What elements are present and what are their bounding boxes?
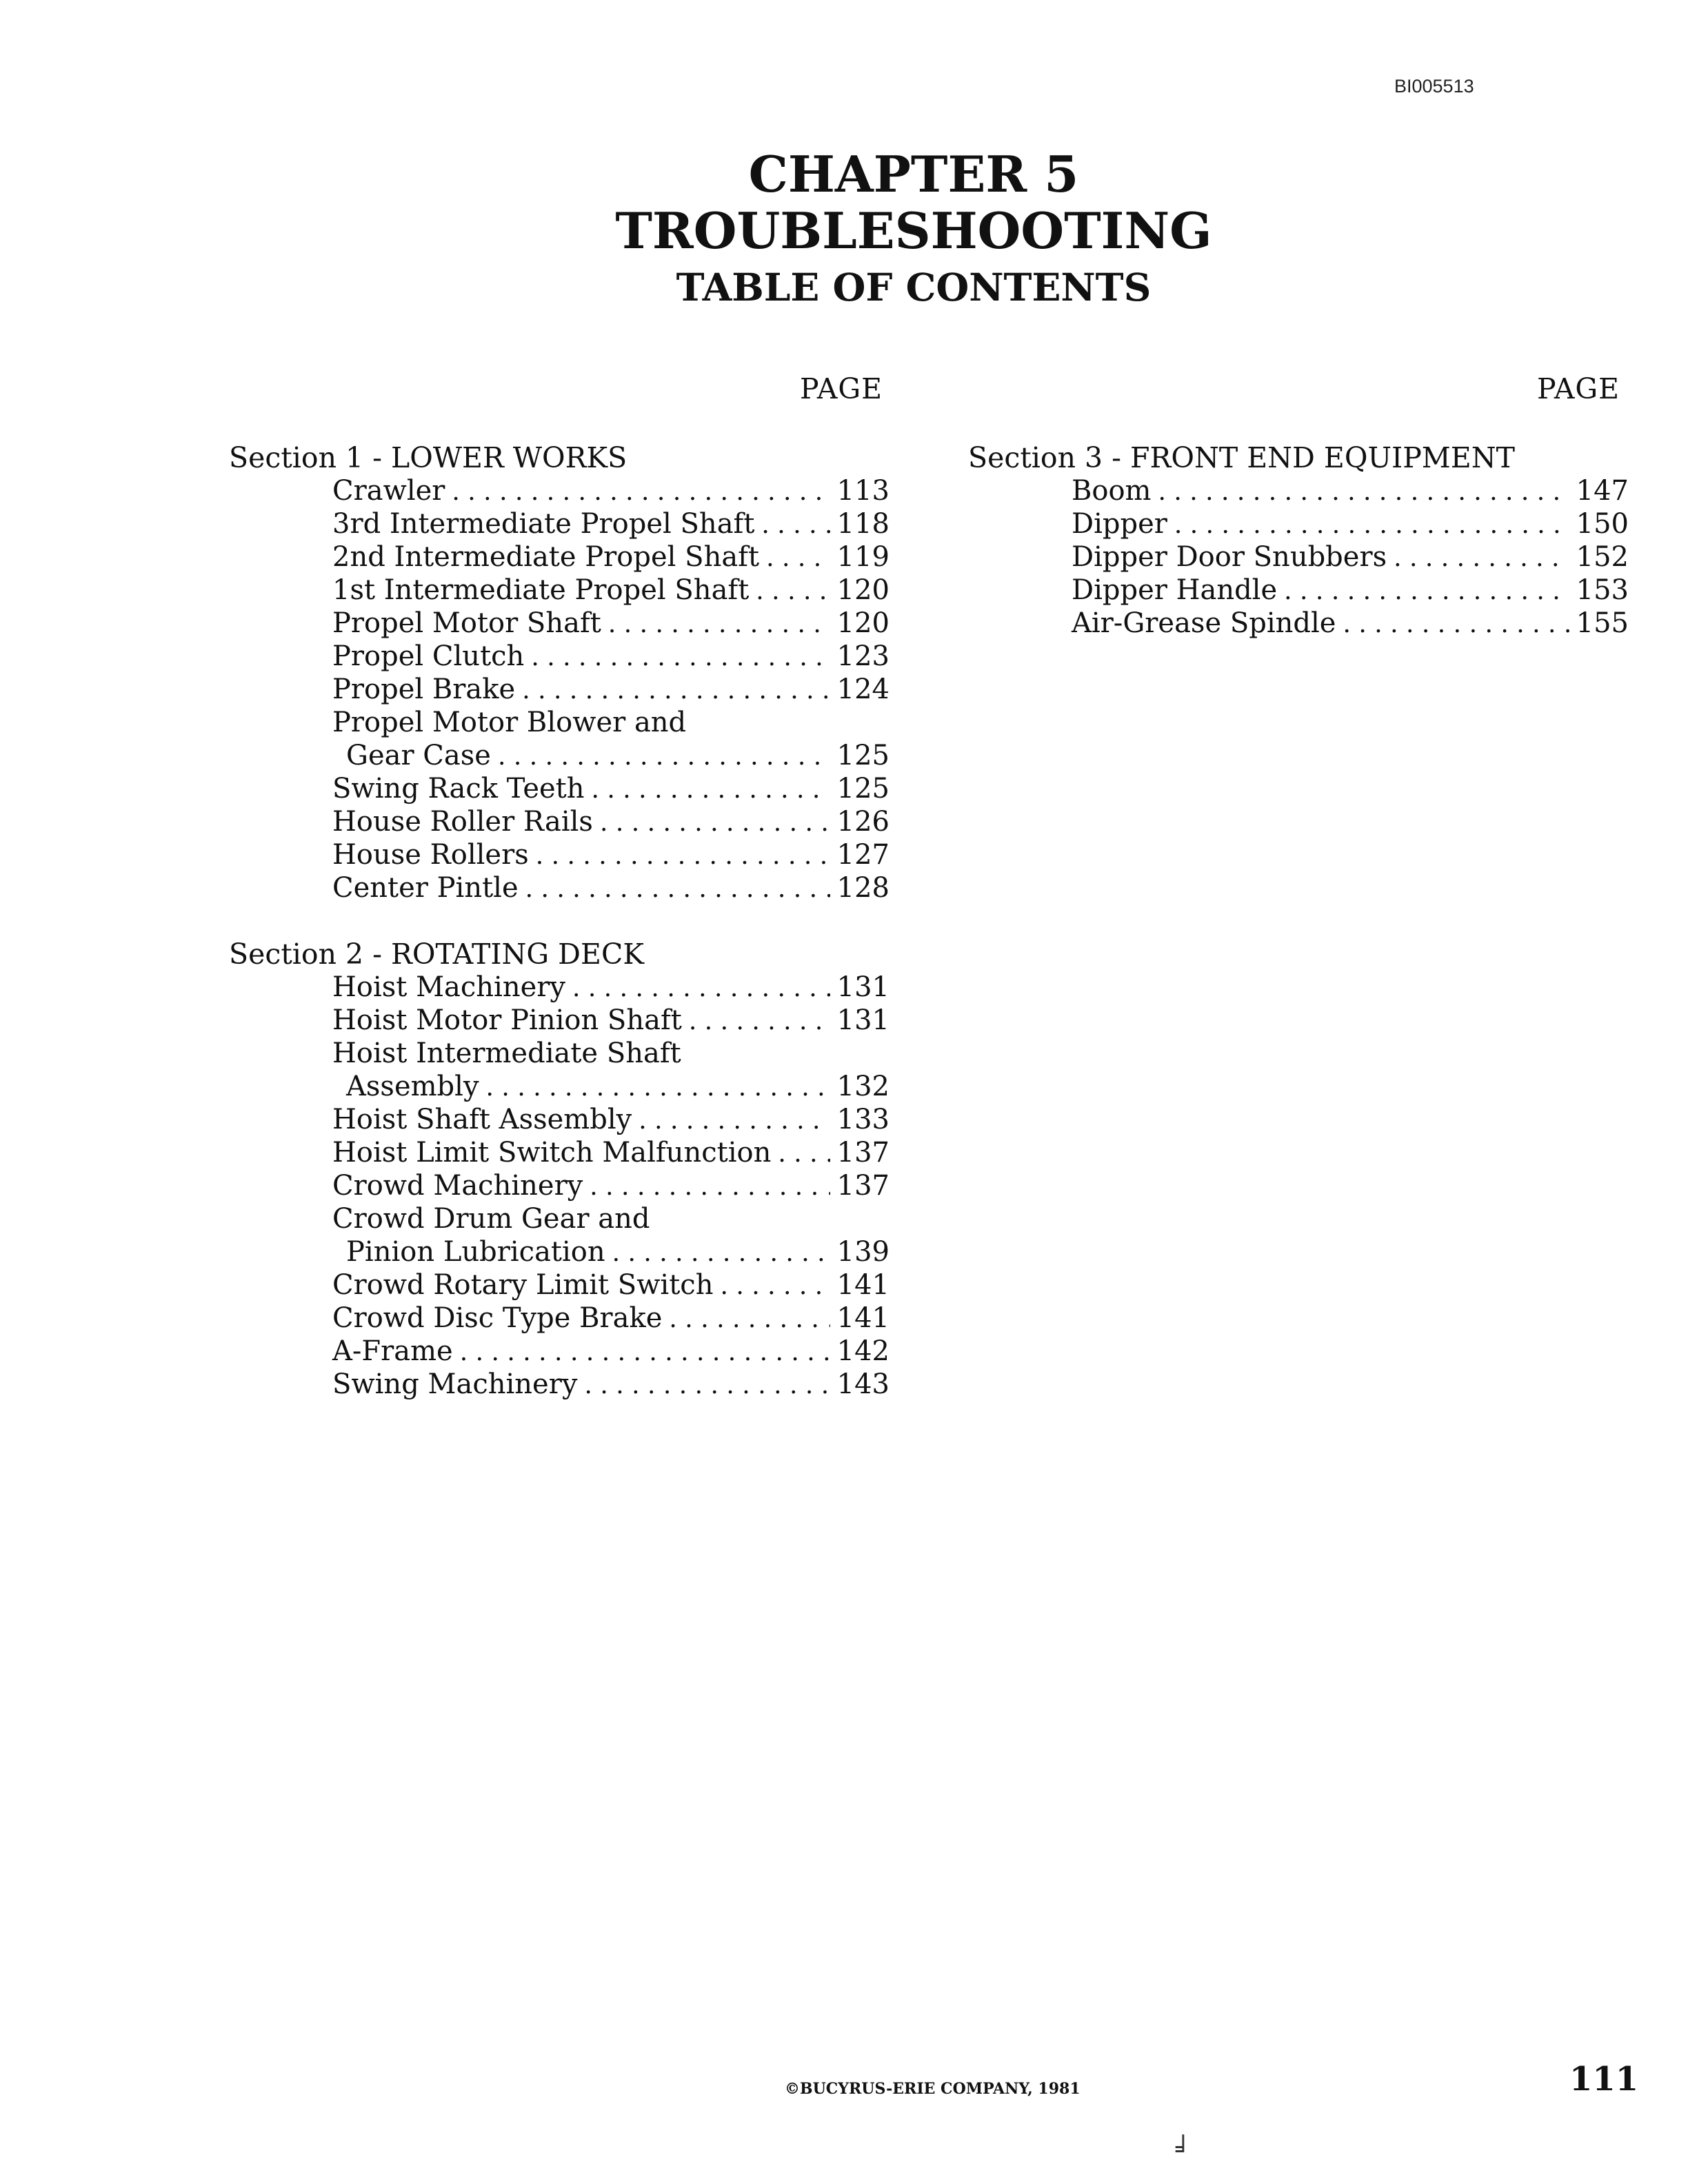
entry-label: Hoist Intermediate Shaft bbox=[332, 1038, 681, 1069]
entry-label: Propel Clutch bbox=[332, 640, 525, 672]
leader-dots bbox=[525, 873, 830, 906]
section-title: Section 3 - FRONT END EQUIPMENT bbox=[968, 441, 1515, 474]
entry-page: 152 bbox=[1576, 541, 1629, 573]
toc-entry[interactable] bbox=[1072, 607, 1629, 640]
entry-page: 155 bbox=[1576, 607, 1629, 639]
leader-dots bbox=[766, 542, 830, 575]
toc-entry[interactable] bbox=[332, 971, 890, 1004]
entry-label: House Rollers bbox=[332, 839, 529, 871]
entry-label: House Roller Rails bbox=[332, 806, 593, 838]
toc-entry[interactable] bbox=[332, 1302, 890, 1335]
toc-entry[interactable] bbox=[332, 673, 890, 706]
entry-page: 139 bbox=[836, 1236, 890, 1268]
right-page-header: PAGE bbox=[1537, 372, 1620, 405]
leader-dots bbox=[522, 674, 830, 707]
leader-dots bbox=[778, 1138, 830, 1171]
entry-page: 132 bbox=[836, 1071, 890, 1102]
toc-entry[interactable] bbox=[346, 739, 890, 772]
entry-label: Propel Motor Blower and bbox=[332, 707, 687, 738]
entry-label: Propel Brake bbox=[332, 674, 516, 705]
toc-entry[interactable] bbox=[1072, 574, 1629, 607]
toc-entry[interactable] bbox=[332, 706, 890, 739]
toc-left-column bbox=[229, 441, 890, 1401]
entry-label: Swing Rack Teeth bbox=[332, 773, 585, 805]
entry-page: 124 bbox=[836, 674, 890, 705]
toc-subtitle: TABLE OF CONTENTS bbox=[676, 265, 1152, 310]
entry-label: Center Pintle bbox=[332, 872, 519, 904]
leader-dots bbox=[584, 1369, 830, 1402]
chapter-title: TROUBLESHOOTING bbox=[615, 201, 1212, 260]
toc-entry[interactable] bbox=[332, 871, 890, 904]
entry-page: 127 bbox=[836, 839, 890, 871]
chapter-heading: CHAPTER 5 bbox=[748, 145, 1079, 203]
section-gap bbox=[229, 904, 890, 938]
toc-entry[interactable] bbox=[346, 1235, 890, 1268]
entry-label: 2nd Intermediate Propel Shaft bbox=[332, 541, 760, 573]
document-id: BI005513 bbox=[1394, 76, 1474, 97]
entry-page: 141 bbox=[836, 1302, 890, 1334]
leader-dots bbox=[531, 641, 830, 674]
entry-label: 1st Intermediate Propel Shaft bbox=[332, 574, 750, 606]
entry-page: 141 bbox=[836, 1269, 890, 1301]
copyright-footer: ©BUCYRUS-ERIE COMPANY, 1981 bbox=[785, 2080, 1081, 2098]
entry-page: 150 bbox=[1576, 508, 1629, 540]
entry-page: 137 bbox=[836, 1170, 890, 1202]
leader-dots bbox=[1394, 542, 1569, 575]
left-page-header: PAGE bbox=[800, 372, 883, 405]
entry-page: 147 bbox=[1576, 475, 1629, 507]
toc-entry[interactable] bbox=[332, 540, 890, 574]
leader-dots bbox=[486, 1071, 830, 1104]
entry-label: Crowd Rotary Limit Switch bbox=[332, 1269, 714, 1301]
leader-dots bbox=[612, 1237, 830, 1270]
entry-page: 131 bbox=[836, 971, 890, 1003]
entry-label: Air-Grease Spindle bbox=[1072, 607, 1336, 639]
entry-page: 133 bbox=[836, 1104, 890, 1135]
leader-dots bbox=[639, 1104, 830, 1138]
entry-page: 131 bbox=[836, 1004, 890, 1036]
toc-entry[interactable] bbox=[332, 1268, 890, 1302]
section-title: Section 1 - LOWER WORKS bbox=[229, 441, 627, 474]
entry-label: Crowd Drum Gear and bbox=[332, 1203, 650, 1235]
entry-label: Dipper Handle bbox=[1072, 574, 1278, 606]
leader-dots bbox=[1284, 575, 1569, 608]
toc-entry[interactable] bbox=[332, 640, 890, 673]
leader-dots bbox=[600, 807, 830, 840]
toc-entry[interactable] bbox=[1072, 507, 1629, 540]
toc-entry[interactable] bbox=[1072, 474, 1629, 507]
leader-dots bbox=[669, 1303, 830, 1336]
leader-dots bbox=[498, 740, 830, 774]
entry-label: Dipper bbox=[1072, 508, 1167, 540]
toc-entry[interactable] bbox=[332, 805, 890, 838]
toc-entry[interactable] bbox=[332, 838, 890, 871]
entry-page: 153 bbox=[1576, 574, 1629, 606]
toc-entry[interactable] bbox=[332, 1368, 890, 1401]
entry-label: Hoist Shaft Assembly bbox=[332, 1104, 632, 1135]
toc-entry[interactable] bbox=[332, 1136, 890, 1169]
toc-entry[interactable] bbox=[332, 1004, 890, 1037]
section-title: Section 2 - ROTATING DECK bbox=[229, 938, 644, 971]
toc-entry[interactable] bbox=[332, 507, 890, 540]
leader-dots bbox=[756, 575, 830, 608]
entry-page: 123 bbox=[836, 640, 890, 672]
toc-entry[interactable] bbox=[332, 574, 890, 607]
entry-label: Crowd Machinery bbox=[332, 1170, 583, 1202]
leader-dots bbox=[1158, 476, 1569, 509]
entry-label: Dipper Door Snubbers bbox=[1072, 541, 1387, 573]
entry-page: 142 bbox=[836, 1335, 890, 1367]
toc-entry[interactable] bbox=[332, 772, 890, 805]
page-number: 111 bbox=[1569, 2060, 1639, 2099]
entry-label: Swing Machinery bbox=[332, 1368, 578, 1400]
entry-label: Crowd Disc Type Brake bbox=[332, 1302, 663, 1334]
entry-page: 128 bbox=[836, 872, 890, 904]
leader-dots bbox=[572, 972, 830, 1005]
entry-label: Hoist Limit Switch Malfunction bbox=[332, 1137, 772, 1169]
toc-entry[interactable] bbox=[332, 1335, 890, 1368]
entry-page: 137 bbox=[836, 1137, 890, 1169]
leader-dots bbox=[592, 774, 830, 807]
entry-label: Boom bbox=[1072, 475, 1152, 507]
leader-dots bbox=[460, 1336, 830, 1369]
entry-label: Propel Motor Shaft bbox=[332, 607, 601, 639]
margin-mark: ╛ bbox=[1176, 2136, 1191, 2164]
entry-page: 125 bbox=[836, 773, 890, 805]
leader-dots bbox=[536, 840, 830, 873]
entry-label: Pinion Lubrication bbox=[346, 1236, 605, 1268]
toc-entry[interactable] bbox=[332, 607, 890, 640]
toc-entry[interactable] bbox=[332, 474, 890, 507]
entry-label: Hoist Machinery bbox=[332, 971, 565, 1003]
entry-page: 118 bbox=[836, 508, 890, 540]
toc-entry[interactable] bbox=[332, 1169, 890, 1202]
toc-entry[interactable] bbox=[332, 1202, 890, 1235]
leader-dots bbox=[1343, 608, 1569, 641]
entry-page: 120 bbox=[836, 574, 890, 606]
entry-label: Gear Case bbox=[346, 740, 491, 771]
entry-label: A-Frame bbox=[332, 1335, 453, 1367]
toc-entry[interactable] bbox=[346, 1070, 890, 1103]
entry-page: 143 bbox=[836, 1368, 890, 1400]
leader-dots bbox=[761, 509, 830, 542]
entry-page: 113 bbox=[836, 475, 890, 507]
toc-right-column bbox=[968, 441, 1629, 640]
leader-dots bbox=[720, 1270, 830, 1303]
entry-page: 125 bbox=[836, 740, 890, 771]
entry-page: 126 bbox=[836, 806, 890, 838]
leader-dots bbox=[608, 608, 830, 641]
leader-dots bbox=[689, 1005, 830, 1038]
leader-dots bbox=[1174, 509, 1569, 542]
toc-entry[interactable] bbox=[332, 1103, 890, 1136]
leader-dots bbox=[452, 476, 830, 509]
entry-page: 119 bbox=[836, 541, 890, 573]
toc-entry[interactable] bbox=[332, 1037, 890, 1070]
toc-entry[interactable] bbox=[1072, 540, 1629, 574]
entry-label: 3rd Intermediate Propel Shaft bbox=[332, 508, 755, 540]
entry-label: Assembly bbox=[346, 1071, 479, 1102]
leader-dots bbox=[590, 1171, 830, 1204]
entry-label: Hoist Motor Pinion Shaft bbox=[332, 1004, 682, 1036]
entry-page: 120 bbox=[836, 607, 890, 639]
entry-label: Crawler bbox=[332, 475, 445, 507]
